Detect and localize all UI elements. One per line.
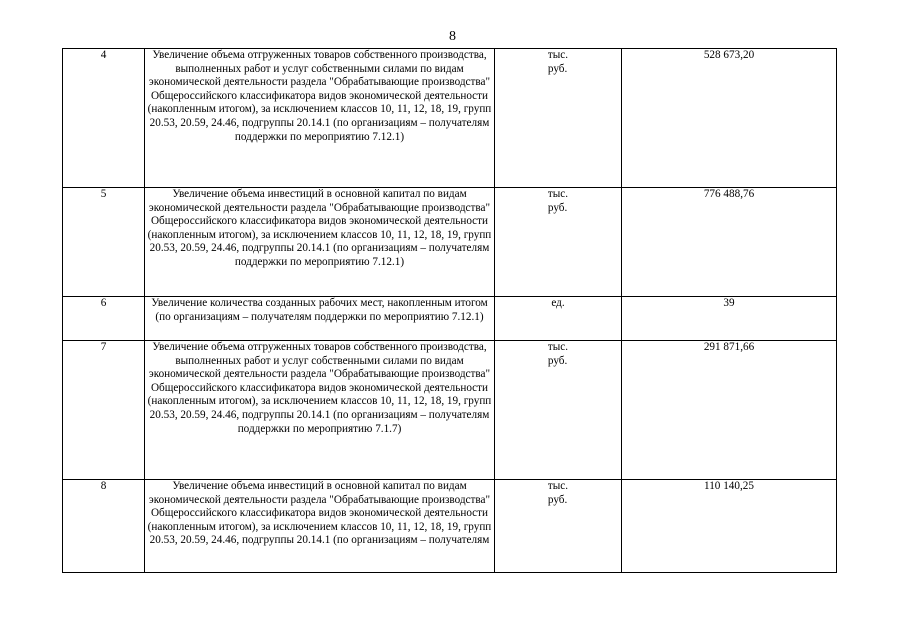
row-number: 4 (63, 49, 145, 188)
indicator-value: 110 140,25 (622, 480, 837, 573)
indicator-value: 39 (622, 297, 837, 341)
indicator-description: Увеличение объема отгруженных товаров собственного производства, выполненных работ и услуг собственными силами по видам экономической деятельности раздела "Обрабатывающие производства" Общероссийского классификатора видов экономической деятельности (накопленным итогом), за исключением классов 10, 11, 12, 18, 19, групп 20.53, 20.59, 24.46, подгруппы 20.14.1 (по организациям – получателям поддержки по мероприятию 7.1.7) (145, 341, 495, 480)
unit-line: тыс. (547, 480, 569, 492)
unit-line: руб. (547, 493, 568, 506)
indicator-description: Увеличение количества созданных рабочих мест, накопленным итогом (по организациям – получателям поддержки по мероприятию 7.12.1) (145, 297, 495, 341)
unit-line: руб. (547, 201, 568, 214)
indicator-description: Увеличение объема инвестиций в основной капитал по видам экономической деятельности раздела "Обрабатывающие производства" Общероссийского классификатора видов экономической деятельности (накопленным итогом), за исключением классов 10, 11, 12, 18, 19, групп 20.53, 20.59, 24.46, подгруппы 20.14.1 (по организациям – получателям поддержки по мероприятию 7.12.1) (145, 188, 495, 297)
indicator-value: 291 871,66 (622, 341, 837, 480)
unit-cell (495, 480, 622, 573)
row-number: 6 (63, 297, 145, 341)
indicator-value: 528 673,20 (622, 49, 837, 188)
indicator-value: 776 488,76 (622, 188, 837, 297)
table-row (63, 49, 837, 188)
row-number: 7 (63, 341, 145, 480)
indicators-table (62, 48, 837, 573)
unit-cell (495, 341, 622, 480)
table-row (63, 341, 837, 480)
row-number: 5 (63, 188, 145, 297)
unit-line: тыс. (547, 188, 569, 200)
page-number: 8 (449, 29, 456, 44)
unit-line: тыс. (547, 341, 569, 353)
unit-line: ед. (551, 297, 565, 309)
indicator-description: Увеличение объема инвестиций в основной капитал по видам экономической деятельности раздела "Обрабатывающие производства" Общероссийского классификатора видов экономической деятельности (накопленным итогом), за исключением классов 10, 11, 12, 18, 19, групп 20.53, 20.59, 24.46, подгруппы 20.14.1 (по организациям – получателям (145, 480, 495, 573)
unit-cell (495, 49, 622, 188)
unit-cell (495, 297, 622, 341)
table-row (63, 188, 837, 297)
indicator-description: Увеличение объема отгруженных товаров собственного производства, выполненных работ и услуг собственными силами по видам экономической деятельности раздела "Обрабатывающие производства" Общероссийского классификатора видов экономической деятельности (накопленным итогом), за исключением классов 10, 11, 12, 18, 19, групп 20.53, 20.59, 24.46, подгруппы 20.14.1 (по организациям – получателям поддержки по мероприятию 7.12.1) (145, 49, 495, 188)
row-number: 8 (63, 480, 145, 573)
unit-line: руб. (547, 354, 568, 367)
table-row (63, 297, 837, 341)
unit-line: руб. (547, 62, 568, 75)
unit-cell (495, 188, 622, 297)
table-row (63, 480, 837, 573)
unit-line: тыс. (547, 49, 569, 61)
